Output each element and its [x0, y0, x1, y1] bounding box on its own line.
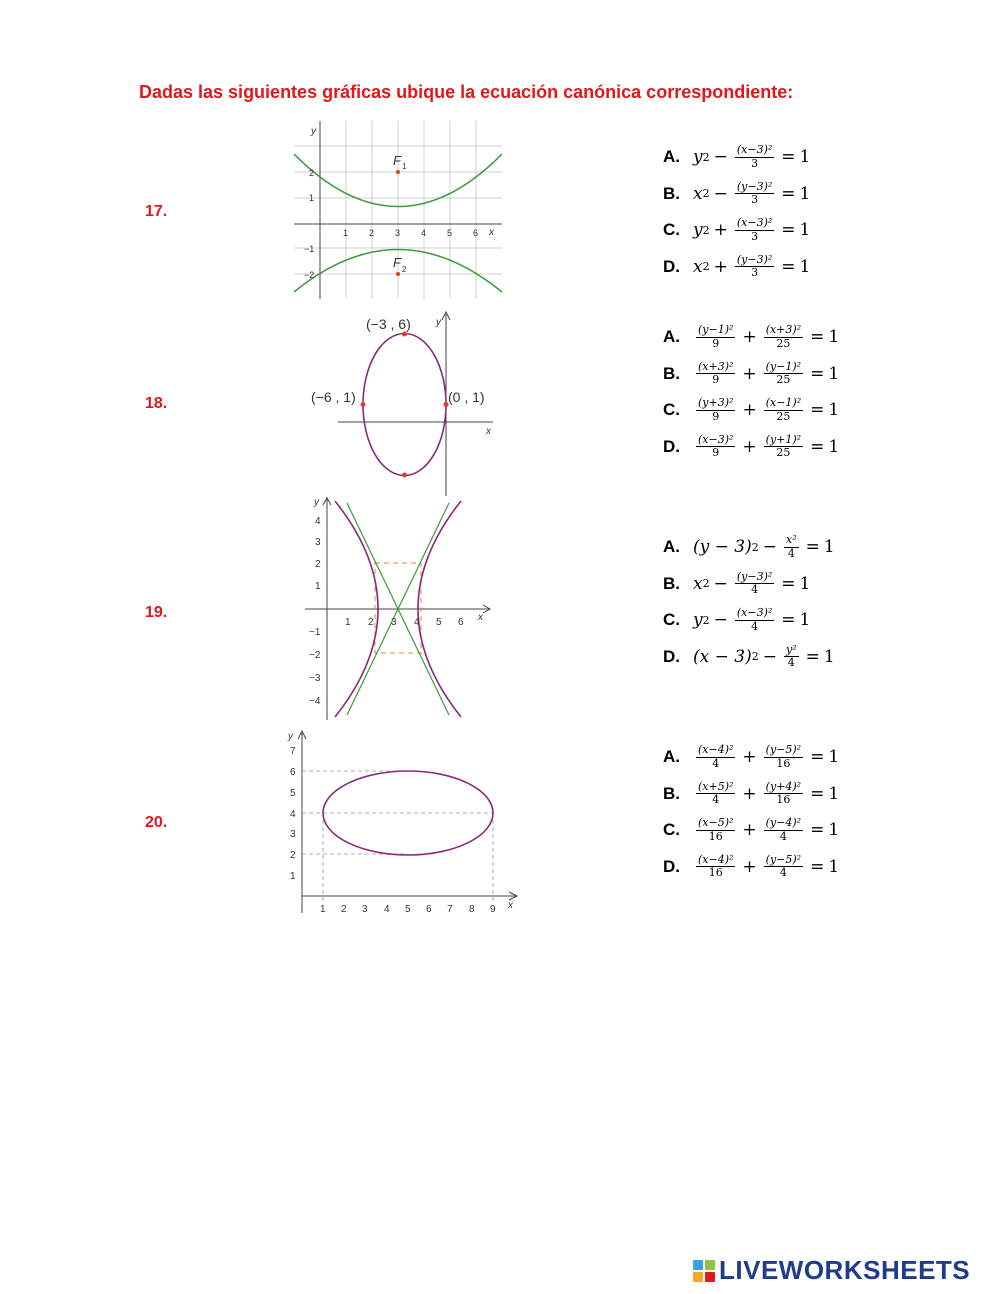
- x-tick: 1: [345, 617, 351, 628]
- option-3[interactable]: [663, 602, 835, 639]
- operator: =: [810, 363, 825, 384]
- y-tick: 7: [290, 746, 296, 757]
- axis-label-y: y: [311, 126, 316, 137]
- option-letter: A.: [663, 147, 680, 167]
- variable: x: [693, 256, 703, 277]
- number: 1: [799, 573, 811, 594]
- option-letter: C.: [663, 610, 680, 630]
- focus-1-point: [396, 170, 400, 174]
- options-17: [663, 139, 810, 285]
- number: 1: [828, 820, 840, 841]
- x-tick: 4: [414, 617, 420, 628]
- y-tick: 1: [315, 581, 321, 592]
- option-equation: [693, 217, 810, 243]
- graph-19: [305, 497, 495, 720]
- axis-label-x: x: [508, 900, 513, 911]
- operator: −: [713, 183, 728, 204]
- option-3[interactable]: [663, 812, 839, 849]
- option-equation: [693, 644, 835, 670]
- option-equation: [693, 434, 839, 460]
- option-equation: [693, 854, 839, 880]
- y-tick: 1: [290, 871, 296, 882]
- option-equation: [693, 324, 839, 350]
- operator: +: [713, 256, 728, 277]
- option-4[interactable]: [663, 639, 835, 676]
- question-number-17: 17.: [145, 203, 168, 220]
- option-equation: [693, 571, 810, 597]
- x-tick: 2: [369, 228, 375, 238]
- number: 1: [828, 747, 840, 768]
- y-tick: 6: [290, 767, 296, 778]
- x-tick: 5: [447, 228, 453, 238]
- fraction: $\frac{\text{(x−1)²}}{25}$: [765, 396, 802, 423]
- exponent: 2: [702, 223, 710, 237]
- option-3[interactable]: [663, 212, 810, 249]
- option-letter: D.: [663, 436, 680, 456]
- fraction: $\frac{\text{(y−3)²}}{3}$: [736, 252, 773, 280]
- exponent: 2: [751, 540, 759, 554]
- x-tick: 6: [473, 228, 479, 238]
- axis-label-y: y: [314, 497, 319, 508]
- fraction: $\frac{\text{(y+1)²}}{25}$: [765, 432, 802, 460]
- logo-icon: [693, 1260, 715, 1282]
- operator: −: [713, 610, 728, 631]
- option-1[interactable]: [663, 319, 839, 356]
- option-equation: [693, 361, 839, 387]
- question-number-18: 18.: [145, 395, 168, 412]
- y-tick: 4: [315, 516, 321, 527]
- operator: =: [810, 327, 825, 348]
- fraction: $\frac{\text{(x−3)²}}{3}$: [736, 216, 773, 243]
- option-1[interactable]: [663, 739, 839, 776]
- liveworksheets-logo[interactable]: [693, 1255, 970, 1286]
- exponent: 2: [702, 187, 710, 201]
- x-tick: 6: [458, 617, 464, 628]
- y-tick: 3: [315, 537, 321, 548]
- y-tick: −1: [304, 244, 315, 254]
- fraction: $\frac{\text{(x−3)²}}{3}$: [736, 143, 773, 170]
- exponent: 2: [702, 150, 710, 164]
- options-19: [663, 529, 835, 675]
- operator: +: [742, 327, 757, 348]
- y-tick: 2: [315, 559, 321, 570]
- fraction: $\frac{\text{(x−3)²}}{4}$: [736, 606, 773, 633]
- x-tick: 9: [490, 904, 496, 915]
- point-left: [361, 402, 366, 407]
- number: 1: [799, 183, 811, 204]
- x-tick: 4: [384, 904, 390, 915]
- variable: y: [693, 220, 703, 241]
- operator: =: [781, 183, 796, 204]
- axis-label-y: y: [288, 731, 293, 742]
- option-letter: A.: [663, 537, 680, 557]
- option-letter: A.: [663, 327, 680, 347]
- axis-label-x: x: [486, 426, 491, 437]
- option-letter: D.: [663, 856, 680, 876]
- number: 1: [799, 256, 811, 277]
- operator: =: [810, 783, 825, 804]
- option-letter: D.: [663, 646, 680, 666]
- fraction: $\frac{\text{(x−4)²}}{4}$: [698, 743, 734, 770]
- y-tick: 2: [290, 850, 296, 861]
- operator: =: [810, 436, 825, 457]
- number: 1: [828, 327, 840, 348]
- x-tick: 1: [320, 904, 326, 915]
- option-2[interactable]: [663, 566, 835, 603]
- focus-1-sub: 1: [402, 162, 407, 171]
- focus-2-point: [396, 272, 400, 276]
- exponent: 2: [702, 613, 710, 627]
- variable: x: [693, 183, 703, 204]
- axis-label-x: x: [478, 612, 483, 623]
- number: 1: [828, 783, 840, 804]
- operator: −: [713, 573, 728, 594]
- focus-2-label: F: [393, 255, 401, 270]
- x-tick: 6: [426, 904, 432, 915]
- operator: +: [742, 783, 757, 804]
- x-tick: 4: [421, 228, 427, 238]
- variable: y: [693, 147, 703, 168]
- y-tick: −1: [309, 627, 321, 638]
- x-tick: 5: [405, 904, 411, 915]
- operator: =: [810, 747, 825, 768]
- operator: =: [810, 820, 825, 841]
- label-right: (0 , 1): [448, 389, 485, 405]
- option-1[interactable]: [663, 139, 810, 176]
- y-tick: 2: [309, 168, 315, 178]
- x-tick: 8: [469, 904, 475, 915]
- focus-2-sub: 2: [402, 265, 407, 274]
- option-letter: B.: [663, 783, 680, 803]
- option-letter: C.: [663, 220, 680, 240]
- operator: +: [742, 820, 757, 841]
- option-letter: C.: [663, 400, 680, 420]
- option-1[interactable]: [663, 529, 835, 566]
- y-tick: 4: [290, 809, 296, 820]
- number: 1: [828, 856, 840, 877]
- x-tick: 7: [447, 904, 453, 915]
- option-letter: A.: [663, 747, 680, 767]
- y-tick: 1: [309, 193, 315, 203]
- option-letter: B.: [663, 363, 680, 383]
- x-tick: 2: [368, 617, 374, 628]
- x-tick: 1: [343, 228, 349, 238]
- operator: −: [713, 147, 728, 168]
- option-2[interactable]: [663, 176, 810, 213]
- operator: +: [742, 856, 757, 877]
- option-letter: D.: [663, 256, 680, 276]
- axis-label-y: y: [436, 317, 441, 328]
- option-4[interactable]: [663, 849, 839, 886]
- point-bottom: [402, 473, 407, 478]
- fraction: $\frac{\text{(y+3)²}}{9}$: [698, 396, 734, 423]
- number: 1: [828, 363, 840, 384]
- number: 1: [828, 436, 840, 457]
- exponent: 2: [702, 260, 710, 274]
- x-tick: 3: [362, 904, 368, 915]
- logo-text: LIVEWORKSHEETS: [719, 1255, 971, 1285]
- fraction: $\frac{\text{x²}}{4}$: [786, 533, 797, 560]
- option-equation: [693, 181, 810, 207]
- fraction: $\frac{\text{(x−5)²}}{16}$: [698, 816, 734, 843]
- fraction: $\frac{\text{(x+5)²}}{4}$: [698, 779, 734, 807]
- y-tick: 5: [290, 788, 296, 799]
- x-tick: 5: [436, 617, 442, 628]
- exponent: 2: [751, 650, 759, 664]
- fraction: $\frac{\text{(x+3)²}}{25}$: [765, 323, 802, 350]
- operator: =: [781, 256, 796, 277]
- option-equation: [693, 744, 839, 770]
- x-tick: 2: [341, 904, 347, 915]
- option-2[interactable]: [663, 356, 839, 393]
- y-tick: −2: [304, 270, 315, 280]
- ellipse-curve: [363, 334, 446, 476]
- option-3[interactable]: [663, 392, 839, 429]
- fraction: $\frac{\text{(y−5)²}}{16}$: [765, 743, 802, 770]
- operator: =: [805, 646, 820, 667]
- axis-label-x: x: [489, 227, 494, 238]
- operator: =: [810, 400, 825, 421]
- variable: (x − 3): [693, 646, 752, 667]
- operator: =: [810, 856, 825, 877]
- options-18: [663, 319, 839, 465]
- number: 1: [828, 400, 840, 421]
- point-top: [402, 332, 407, 337]
- number: 1: [799, 220, 811, 241]
- operator: −: [762, 537, 777, 558]
- operator: =: [781, 573, 796, 594]
- operator: =: [781, 220, 796, 241]
- y-tick: −2: [309, 650, 321, 661]
- exponent: 2: [702, 577, 710, 591]
- option-2[interactable]: [663, 776, 839, 813]
- fraction: $\frac{\text{(y−5)²}}{4}$: [765, 852, 802, 880]
- number: 1: [799, 147, 811, 168]
- option-equation: [693, 254, 810, 280]
- option-equation: [693, 607, 810, 633]
- y-tick: −3: [309, 673, 321, 684]
- operator: −: [762, 646, 777, 667]
- variable: y: [693, 610, 703, 631]
- number: 1: [823, 537, 835, 558]
- label-left: (−6 , 1): [311, 389, 356, 405]
- fraction: $\frac{\text{y²}}{4}$: [785, 642, 797, 670]
- fraction: $\frac{\text{(y−1)²}}{25}$: [765, 359, 802, 387]
- operator: +: [742, 363, 757, 384]
- variable: (y − 3): [693, 537, 752, 558]
- fraction: $\frac{\text{(y−1)²}}{9}$: [698, 323, 734, 350]
- number: 1: [823, 646, 835, 667]
- fraction: $\frac{\text{(x−4)²}}{16}$: [698, 852, 734, 880]
- focus-1-label: F: [393, 153, 401, 168]
- x-tick: 3: [395, 228, 401, 238]
- question-number-19: 19.: [145, 604, 168, 621]
- operator: =: [781, 147, 796, 168]
- graph-18: [308, 308, 498, 498]
- option-equation: [693, 534, 835, 560]
- variable: x: [693, 573, 703, 594]
- fraction: $\frac{\text{(y+4)²}}{16}$: [765, 779, 802, 807]
- y-tick: 3: [290, 829, 296, 840]
- number: 1: [799, 610, 811, 631]
- operator: +: [713, 220, 728, 241]
- option-letter: C.: [663, 820, 680, 840]
- question-number-20: 20.: [145, 814, 168, 831]
- page-title: Dadas las siguientes gráficas ubique la ecuación canónica correspondiente:: [139, 82, 794, 102]
- label-top: (−3 , 6): [366, 316, 411, 332]
- operator: =: [805, 537, 820, 558]
- fraction: $\frac{\text{(y−3)²}}{3}$: [736, 179, 773, 207]
- operator: +: [742, 436, 757, 457]
- graph-17: [294, 121, 502, 299]
- fraction: $\frac{\text{(y−4)²}}{4}$: [765, 816, 802, 843]
- operator: +: [742, 400, 757, 421]
- option-equation: [693, 144, 810, 170]
- fraction: $\frac{\text{(x−3)²}}{9}$: [698, 432, 734, 460]
- x-tick: 3: [391, 617, 397, 628]
- operator: +: [742, 747, 757, 768]
- option-equation: [693, 781, 839, 807]
- y-tick: −4: [309, 696, 321, 707]
- option-letter: B.: [663, 183, 680, 203]
- fraction: $\frac{\text{(x+3)²}}{9}$: [698, 359, 734, 387]
- option-4[interactable]: [663, 249, 810, 286]
- option-4[interactable]: [663, 429, 839, 466]
- options-20: [663, 739, 839, 885]
- option-letter: B.: [663, 573, 680, 593]
- operator: =: [781, 610, 796, 631]
- fraction: $\frac{\text{(y−3)²}}{4}$: [736, 569, 773, 597]
- option-equation: [693, 817, 839, 843]
- graph-20: [284, 727, 524, 917]
- option-equation: [693, 397, 839, 423]
